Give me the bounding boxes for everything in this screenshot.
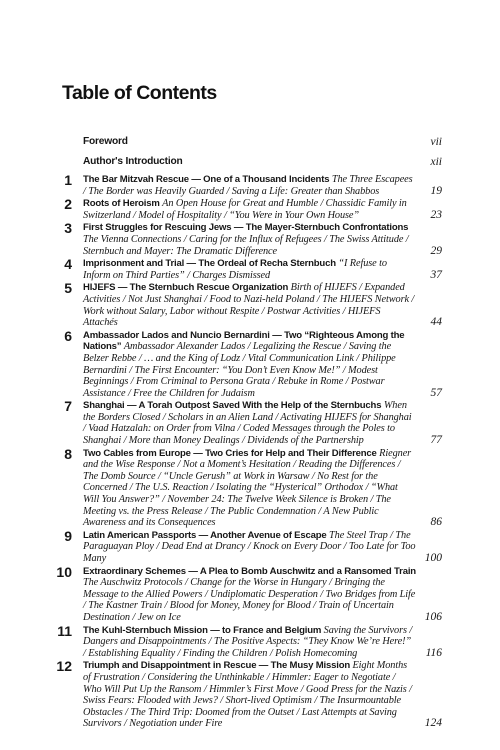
chapter-entry — [0, 622, 500, 660]
chapter-title: First Struggles for Rescuing Jews — The Mayer-Sternbuch Confrontations — [83, 222, 409, 234]
chapter-text — [83, 222, 416, 257]
chapter-page: 106 — [424, 610, 442, 623]
chapter-entry — [0, 282, 500, 328]
chapter-description: Riegner and the Wise Response / Not a Moment’s Hesitation / Reading the Differences / The Domb Source / “Uncle Gerush” at Work in Warsaw / No Rest for the Concerned / The U.S. Reaction / Isolating the “Hysterical” Orthodox / “What Will You Answer?” / November 24: The Twelve Week Silence is Broken / The Meeting vs. the Press Release / The Public Condemnation / A New Public Awareness and its Consequences — [83, 447, 412, 529]
chapter-text — [83, 566, 416, 624]
chapter-title: Ambassador Lados and Nuncio Bernardini — Two “Righteous Among the Nations” — [83, 329, 405, 353]
chapter-description: The Three Escapees / The Border was Heavily Guarded / Saving a Life: Greater than Shabbos — [83, 174, 413, 197]
chapter-entry — [0, 222, 500, 257]
chapter-text — [83, 282, 416, 328]
chapter-title: Latin American Passports — Another Avenue of Escape — [83, 529, 327, 541]
chapter-entry — [0, 400, 500, 446]
chapter-page: 124 — [424, 717, 442, 730]
chapter-number: 9 — [64, 527, 72, 544]
chapter-number: 3 — [64, 220, 72, 237]
chapter-page: 100 — [424, 552, 442, 564]
chapter-number: 10 — [56, 563, 72, 580]
chapter-number: 11 — [57, 622, 72, 639]
chapter-page: 19 — [430, 184, 442, 197]
chapter-title: The Kuhl-Sternbuch Mission — to France and Belgium — [83, 624, 322, 636]
chapter-entry — [0, 660, 500, 730]
front-matter-foreword — [83, 136, 445, 147]
chapter-title: HIJEFS — The Sternbuch Rescue Organization — [83, 282, 289, 294]
front-matter-label: Author's Introduction — [83, 156, 183, 167]
chapter-page: 116 — [425, 646, 442, 659]
chapter-entry — [0, 527, 500, 565]
chapter-page: 57 — [430, 386, 442, 399]
chapter-number: 4 — [64, 256, 72, 273]
chapter-text — [83, 198, 416, 221]
chapter-text — [83, 330, 416, 400]
chapter-number: 2 — [64, 196, 72, 213]
chapter-title: Shanghai — A Torah Outpost Saved With the Help of the Sternbuchs — [83, 400, 382, 412]
chapter-list — [0, 174, 500, 731]
chapter-description: An Open House for Great and Humble / Chassidic Family in Switzerland / Model of Hospitality / “You Were in Your Own House” — [83, 198, 407, 221]
chapter-entry — [0, 174, 500, 197]
chapter-page: 37 — [430, 268, 442, 281]
chapter-page: 29 — [430, 244, 442, 257]
chapter-number: 6 — [64, 327, 72, 344]
chapter-description: Eight Months of Frustration / Considering the Unthinkable / Himmler: Eager to Negotiate / Who Will Put Up the Ransom / Himmler’s First Move / Good Press for the Nazis / Swiss Fears: Flooded with Jews? / Short-lived Optimism / The Insurmountable Obstacles / The Third Trip: Doomed from the Outset / Last Attempts at Saving Survivors / Negotiation under Fire — [83, 660, 412, 730]
chapter-page: 44 — [430, 316, 442, 329]
chapter-entry — [0, 445, 500, 529]
chapter-text — [83, 625, 416, 660]
chapter-text — [83, 530, 416, 565]
chapter-entry — [0, 327, 500, 400]
front-matter-introduction — [83, 156, 445, 167]
chapter-description: The Vienna Connections / Caring for the Influx of Refugees / The Swiss Attitude / Sternbuch and Mayer: The Dramatic Difference — [83, 233, 409, 257]
front-matter-page: xii — [430, 156, 442, 168]
page-title: Table of Contents — [62, 82, 217, 104]
chapter-description: “I Refuse to Inform on Third Parties” / Charges Dismissed — [83, 258, 387, 281]
chapter-title: Extraordinary Schemes — A Plea to Bomb Auschwitz and a Ransomed Train — [83, 565, 416, 577]
chapter-page: 86 — [430, 516, 442, 529]
chapter-text — [83, 174, 416, 197]
chapter-number: 8 — [64, 445, 72, 462]
chapter-page: 23 — [430, 208, 442, 221]
chapter-text — [83, 660, 416, 730]
front-matter-label: Foreword — [83, 136, 128, 147]
chapter-title: Imprisonment and Trial — The Ordeal of Recha Sternbuch — [83, 258, 336, 270]
chapter-description: Ambassador Alexander Lados / Legalizing the Rescue / Saving the Belzer Rebbe / … and the King of Lodz / Vital Communication Link / Philippe Bernardini / The First Encounter: “You Don’t Even Know Me!” / Modest Beginnings / From Criminal to Persona Grata / Rebuke in Rome / Postwar Assistance / Free the Children for Judaism — [83, 341, 396, 399]
chapter-number: 7 — [64, 398, 72, 415]
chapter-title: Two Cables from Europe — Two Cries for Help and Their Difference — [83, 447, 377, 459]
front-matter-page: vii — [430, 136, 442, 148]
chapter-description: The Steel Trap / The Paraguayan Ploy / Dead End at Drancy / Knock on Every Door / Too Late for Too Many — [83, 529, 416, 564]
chapter-entry — [0, 198, 500, 221]
chapter-page: 77 — [430, 434, 442, 447]
chapter-number: 5 — [64, 280, 72, 297]
chapter-text — [83, 400, 416, 446]
chapter-text — [83, 258, 416, 281]
chapter-title: The Bar Mitzvah Rescue — One of a Thousand Incidents — [83, 174, 330, 185]
chapter-title: Roots of Heroism — [83, 198, 160, 210]
chapter-text — [83, 448, 416, 529]
chapter-description: When the Borders Closed / Scholars in an Alien Land / Activating HIJEFS for Shanghai / Vaad Hatzalah: on Order from Vilna / Coded Messages through the Poles to Shanghai / More than Money Dealings / Dividends of the Partnership — [83, 400, 412, 447]
chapter-title: Triumph and Disappointment in Rescue — The Musy Mission — [83, 660, 350, 672]
chapter-entry — [0, 563, 500, 624]
chapter-entry — [0, 258, 500, 281]
chapter-description: Saving the Survivors / Dangers and Disappointments / The Positive Aspects: “They Know We’re Here!” / Establishing Equality / Finding the Children / Polish Homecoming — [83, 624, 413, 659]
chapter-description: Birth of HIJEFS / Expanded Activities / Not Just Shanghai / Food to Nazi-held Poland / The HIJEFS Network / Work without Salary, Labor without Respite / Postwar Activities / HIJEFS Attachés — [83, 282, 415, 329]
chapter-number: 1 — [64, 172, 72, 188]
chapter-number: 12 — [56, 658, 72, 675]
chapter-description: The Auschwitz Protocols / Change for the Worse in Hungary / Bringing the Message to the Allied Powers / Undiplomatic Desperation / Two Bridges from Life / The Kastner Train / Blood for Money, Money for Blood / Train of Uncertain Destination / Jew on Ice — [83, 577, 416, 623]
